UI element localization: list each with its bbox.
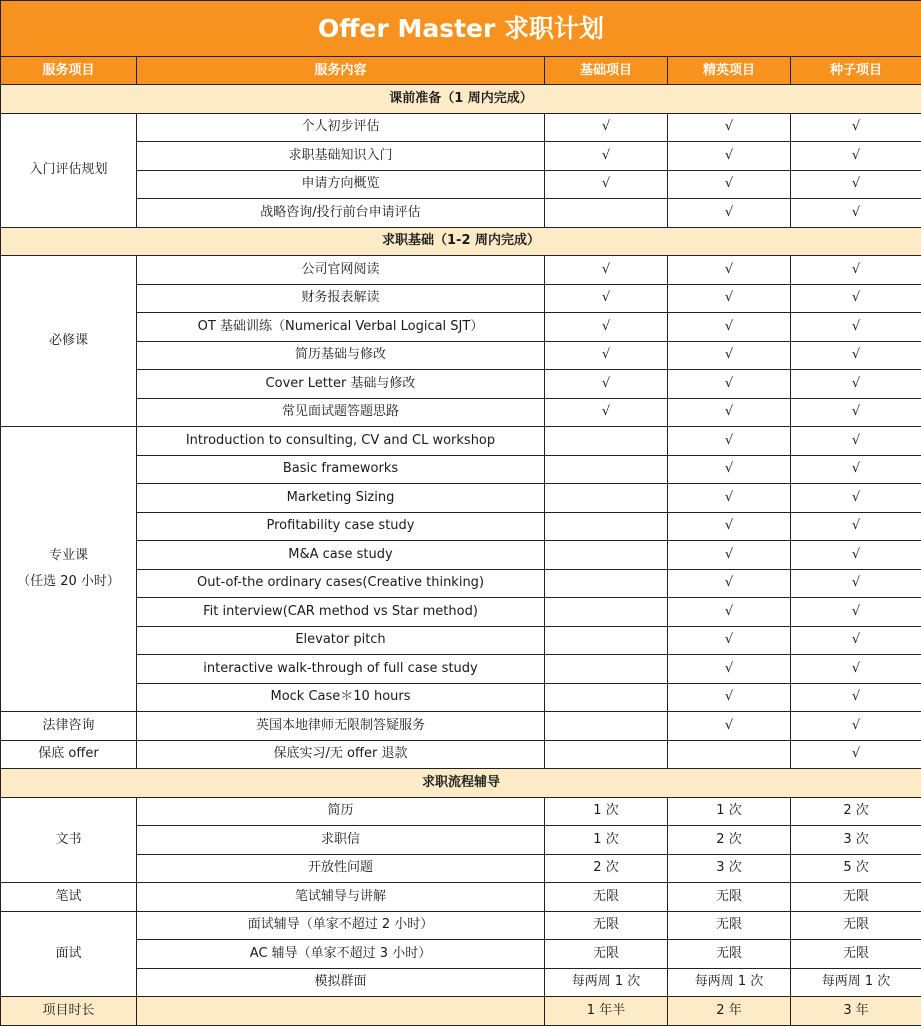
service-item-label: 法律咨询 (1, 713, 136, 739)
elite-plan-cell: √ (668, 398, 791, 427)
table-row (1, 854, 921, 883)
elite-plan-cell: √ (668, 113, 791, 142)
table-row (1, 826, 921, 855)
basic-plan-cell (545, 541, 668, 570)
seed-plan-cell: 无限 (791, 940, 921, 969)
seed-plan-cell: √ (791, 341, 921, 370)
service-item-label: 笔试 (1, 884, 136, 910)
service-item-cell (1, 740, 137, 769)
service-content-cell: Cover Letter 基础与修改 (137, 370, 545, 399)
basic-plan-cell: 无限 (545, 883, 668, 912)
table-row (1, 569, 921, 598)
header-service-content: 服务内容 (137, 57, 545, 85)
elite-plan-cell: √ (668, 427, 791, 456)
elite-plan-cell: √ (668, 370, 791, 399)
table-row (1, 170, 921, 199)
basic-plan-cell: √ (545, 398, 668, 427)
seed-plan-cell: √ (791, 598, 921, 627)
service-content-cell: 英国本地律师无限制答疑服务 (137, 712, 545, 741)
header-seed-plan: 种子项目 (791, 57, 921, 85)
seed-plan-cell: √ (791, 655, 921, 684)
header-service-item: 服务项目 (1, 57, 137, 85)
elite-plan-cell (668, 740, 791, 769)
service-content-cell: 战略咨询/投行前台申请评估 (137, 199, 545, 228)
service-item-cell (1, 797, 137, 883)
basic-plan-cell (545, 427, 668, 456)
elite-plan-cell: 无限 (668, 883, 791, 912)
elite-plan-cell: √ (668, 341, 791, 370)
section-title: 求职基础（1-2 周内完成） (1, 227, 921, 256)
table-row (1, 427, 921, 456)
header-elite-plan: 精英项目 (668, 57, 791, 85)
elite-plan-cell: 3 次 (668, 854, 791, 883)
table-row (1, 313, 921, 342)
basic-plan-cell (545, 569, 668, 598)
table-row (1, 626, 921, 655)
service-content-cell: 面试辅导（单家不超过 2 小时） (137, 911, 545, 940)
seed-plan-cell: 5 次 (791, 854, 921, 883)
service-item-label: 面试 (1, 941, 136, 967)
table-row (1, 940, 921, 969)
table-row (1, 968, 921, 997)
service-item-label: （任选 20 小时） (1, 569, 136, 595)
seed-plan-cell: 每两周 1 次 (791, 968, 921, 997)
table-row (1, 370, 921, 399)
basic-plan-cell: √ (545, 370, 668, 399)
table-row (1, 512, 921, 541)
table-row (1, 541, 921, 570)
basic-plan-cell (545, 712, 668, 741)
basic-plan-cell: 1 次 (545, 797, 668, 826)
seed-plan-cell: √ (791, 113, 921, 142)
seed-plan-cell: √ (791, 626, 921, 655)
table-row (1, 655, 921, 684)
service-content-cell: Out-of-the ordinary cases(Creative thinking) (137, 569, 545, 598)
basic-plan-cell (545, 484, 668, 513)
service-content-cell: 保底实习/无 offer 退款 (137, 740, 545, 769)
seed-plan-cell: √ (791, 541, 921, 570)
section-title: 求职流程辅导 (1, 769, 921, 798)
basic-plan-cell (545, 626, 668, 655)
service-item-cell (1, 883, 137, 912)
seed-plan-cell: 无限 (791, 883, 921, 912)
elite-plan-cell: √ (668, 313, 791, 342)
service-content-cell: 开放性问题 (137, 854, 545, 883)
basic-plan-cell (545, 740, 668, 769)
elite-plan-cell: 2 次 (668, 826, 791, 855)
basic-plan-cell (545, 199, 668, 228)
seed-plan-cell: √ (791, 740, 921, 769)
table-row (1, 712, 921, 741)
elite-plan-cell: √ (668, 256, 791, 285)
service-content-cell: 求职信 (137, 826, 545, 855)
seed-plan-cell: 2 次 (791, 797, 921, 826)
elite-plan-cell: √ (668, 598, 791, 627)
service-item-cell (1, 113, 137, 227)
seed-plan-cell: √ (791, 569, 921, 598)
elite-plan-cell: √ (668, 199, 791, 228)
table-row (1, 398, 921, 427)
seed-plan-cell: √ (791, 142, 921, 171)
table-row (1, 797, 921, 826)
service-content-cell: Introduction to consulting, CV and CL workshop (137, 427, 545, 456)
service-content-cell: 常见面试题答题思路 (137, 398, 545, 427)
basic-plan-cell: 1 次 (545, 826, 668, 855)
table-row (1, 740, 921, 769)
table-row (1, 256, 921, 285)
table-row (1, 683, 921, 712)
seed-plan-cell: √ (791, 313, 921, 342)
table-row (1, 284, 921, 313)
basic-plan-cell: 2 次 (545, 854, 668, 883)
elite-plan-cell: 无限 (668, 940, 791, 969)
section-header-row (1, 85, 921, 114)
seed-plan-cell: √ (791, 284, 921, 313)
duration-elite: 2 年 (668, 997, 791, 1026)
table-row (1, 883, 921, 912)
basic-plan-cell (545, 512, 668, 541)
seed-plan-cell: √ (791, 199, 921, 228)
service-content-cell: Mock Case＊10 hours (137, 683, 545, 712)
service-content-cell: Elevator pitch (137, 626, 545, 655)
table-row (1, 142, 921, 171)
section-header-row (1, 227, 921, 256)
basic-plan-cell: √ (545, 170, 668, 199)
table-row (1, 341, 921, 370)
duration-label: 项目时长 (1, 997, 137, 1026)
table-row (1, 455, 921, 484)
service-content-cell: OT 基础训练（Numerical Verbal Logical SJT） (137, 313, 545, 342)
basic-plan-cell: √ (545, 313, 668, 342)
elite-plan-cell: √ (668, 284, 791, 313)
service-item-label: 文书 (1, 827, 136, 853)
seed-plan-cell: √ (791, 427, 921, 456)
service-item-label: 专业课 (1, 543, 136, 569)
page-title: Offer Master 求职计划 (1, 1, 921, 57)
elite-plan-cell: 1 次 (668, 797, 791, 826)
basic-plan-cell: 无限 (545, 940, 668, 969)
elite-plan-cell: √ (668, 455, 791, 484)
basic-plan-cell (545, 655, 668, 684)
service-content-cell: 个人初步评估 (137, 113, 545, 142)
elite-plan-cell: √ (668, 512, 791, 541)
service-content-cell: Marketing Sizing (137, 484, 545, 513)
seed-plan-cell: √ (791, 484, 921, 513)
seed-plan-cell: √ (791, 370, 921, 399)
basic-plan-cell: √ (545, 256, 668, 285)
table-row (1, 199, 921, 228)
basic-plan-cell (545, 598, 668, 627)
service-item-label: 必修课 (1, 328, 136, 354)
basic-plan-cell: √ (545, 284, 668, 313)
service-item-cell (1, 427, 137, 712)
basic-plan-cell: 无限 (545, 911, 668, 940)
elite-plan-cell: √ (668, 655, 791, 684)
basic-plan-cell: √ (545, 142, 668, 171)
service-content-cell: 申请方向概览 (137, 170, 545, 199)
service-content-cell: Fit interview(CAR method vs Star method) (137, 598, 545, 627)
seed-plan-cell: √ (791, 256, 921, 285)
section-title: 课前准备（1 周内完成） (1, 85, 921, 114)
service-content-cell: 公司官网阅读 (137, 256, 545, 285)
service-content-cell: 财务报表解读 (137, 284, 545, 313)
service-content-cell: Profitability case study (137, 512, 545, 541)
service-item-label: 入门评估规划 (1, 157, 136, 183)
service-content-cell: 简历基础与修改 (137, 341, 545, 370)
basic-plan-cell: 每两周 1 次 (545, 968, 668, 997)
seed-plan-cell: √ (791, 170, 921, 199)
seed-plan-cell: √ (791, 512, 921, 541)
service-content-cell: AC 辅导（单家不超过 3 小时） (137, 940, 545, 969)
seed-plan-cell: √ (791, 455, 921, 484)
elite-plan-cell: √ (668, 484, 791, 513)
table-row (1, 911, 921, 940)
service-content-cell: Basic frameworks (137, 455, 545, 484)
basic-plan-cell (545, 683, 668, 712)
table-body (1, 85, 921, 997)
service-item-cell (1, 256, 137, 427)
table-row (1, 113, 921, 142)
service-content-cell: 简历 (137, 797, 545, 826)
service-item-cell (1, 712, 137, 741)
service-item-label: 保底 offer (1, 741, 136, 767)
table-row (1, 484, 921, 513)
elite-plan-cell: √ (668, 569, 791, 598)
seed-plan-cell: √ (791, 712, 921, 741)
seed-plan-cell: √ (791, 398, 921, 427)
elite-plan-cell: √ (668, 712, 791, 741)
service-content-cell: interactive walk-through of full case study (137, 655, 545, 684)
duration-content (137, 997, 545, 1026)
table-row (1, 598, 921, 627)
elite-plan-cell: √ (668, 626, 791, 655)
service-content-cell: 求职基础知识入门 (137, 142, 545, 171)
section-header-row (1, 769, 921, 798)
elite-plan-cell: √ (668, 683, 791, 712)
basic-plan-cell: √ (545, 113, 668, 142)
seed-plan-cell: 3 次 (791, 826, 921, 855)
elite-plan-cell: √ (668, 170, 791, 199)
service-item-cell (1, 911, 137, 997)
duration-seed: 3 年 (791, 997, 921, 1026)
duration-basic: 1 年半 (545, 997, 668, 1026)
elite-plan-cell: 无限 (668, 911, 791, 940)
elite-plan-cell: √ (668, 142, 791, 171)
header-basic-plan: 基础项目 (545, 57, 668, 85)
service-content-cell: M&A case study (137, 541, 545, 570)
basic-plan-cell (545, 455, 668, 484)
elite-plan-cell: 每两周 1 次 (668, 968, 791, 997)
service-content-cell: 模拟群面 (137, 968, 545, 997)
service-content-cell: 笔试辅导与讲解 (137, 883, 545, 912)
seed-plan-cell: √ (791, 683, 921, 712)
basic-plan-cell: √ (545, 341, 668, 370)
seed-plan-cell: 无限 (791, 911, 921, 940)
elite-plan-cell: √ (668, 541, 791, 570)
